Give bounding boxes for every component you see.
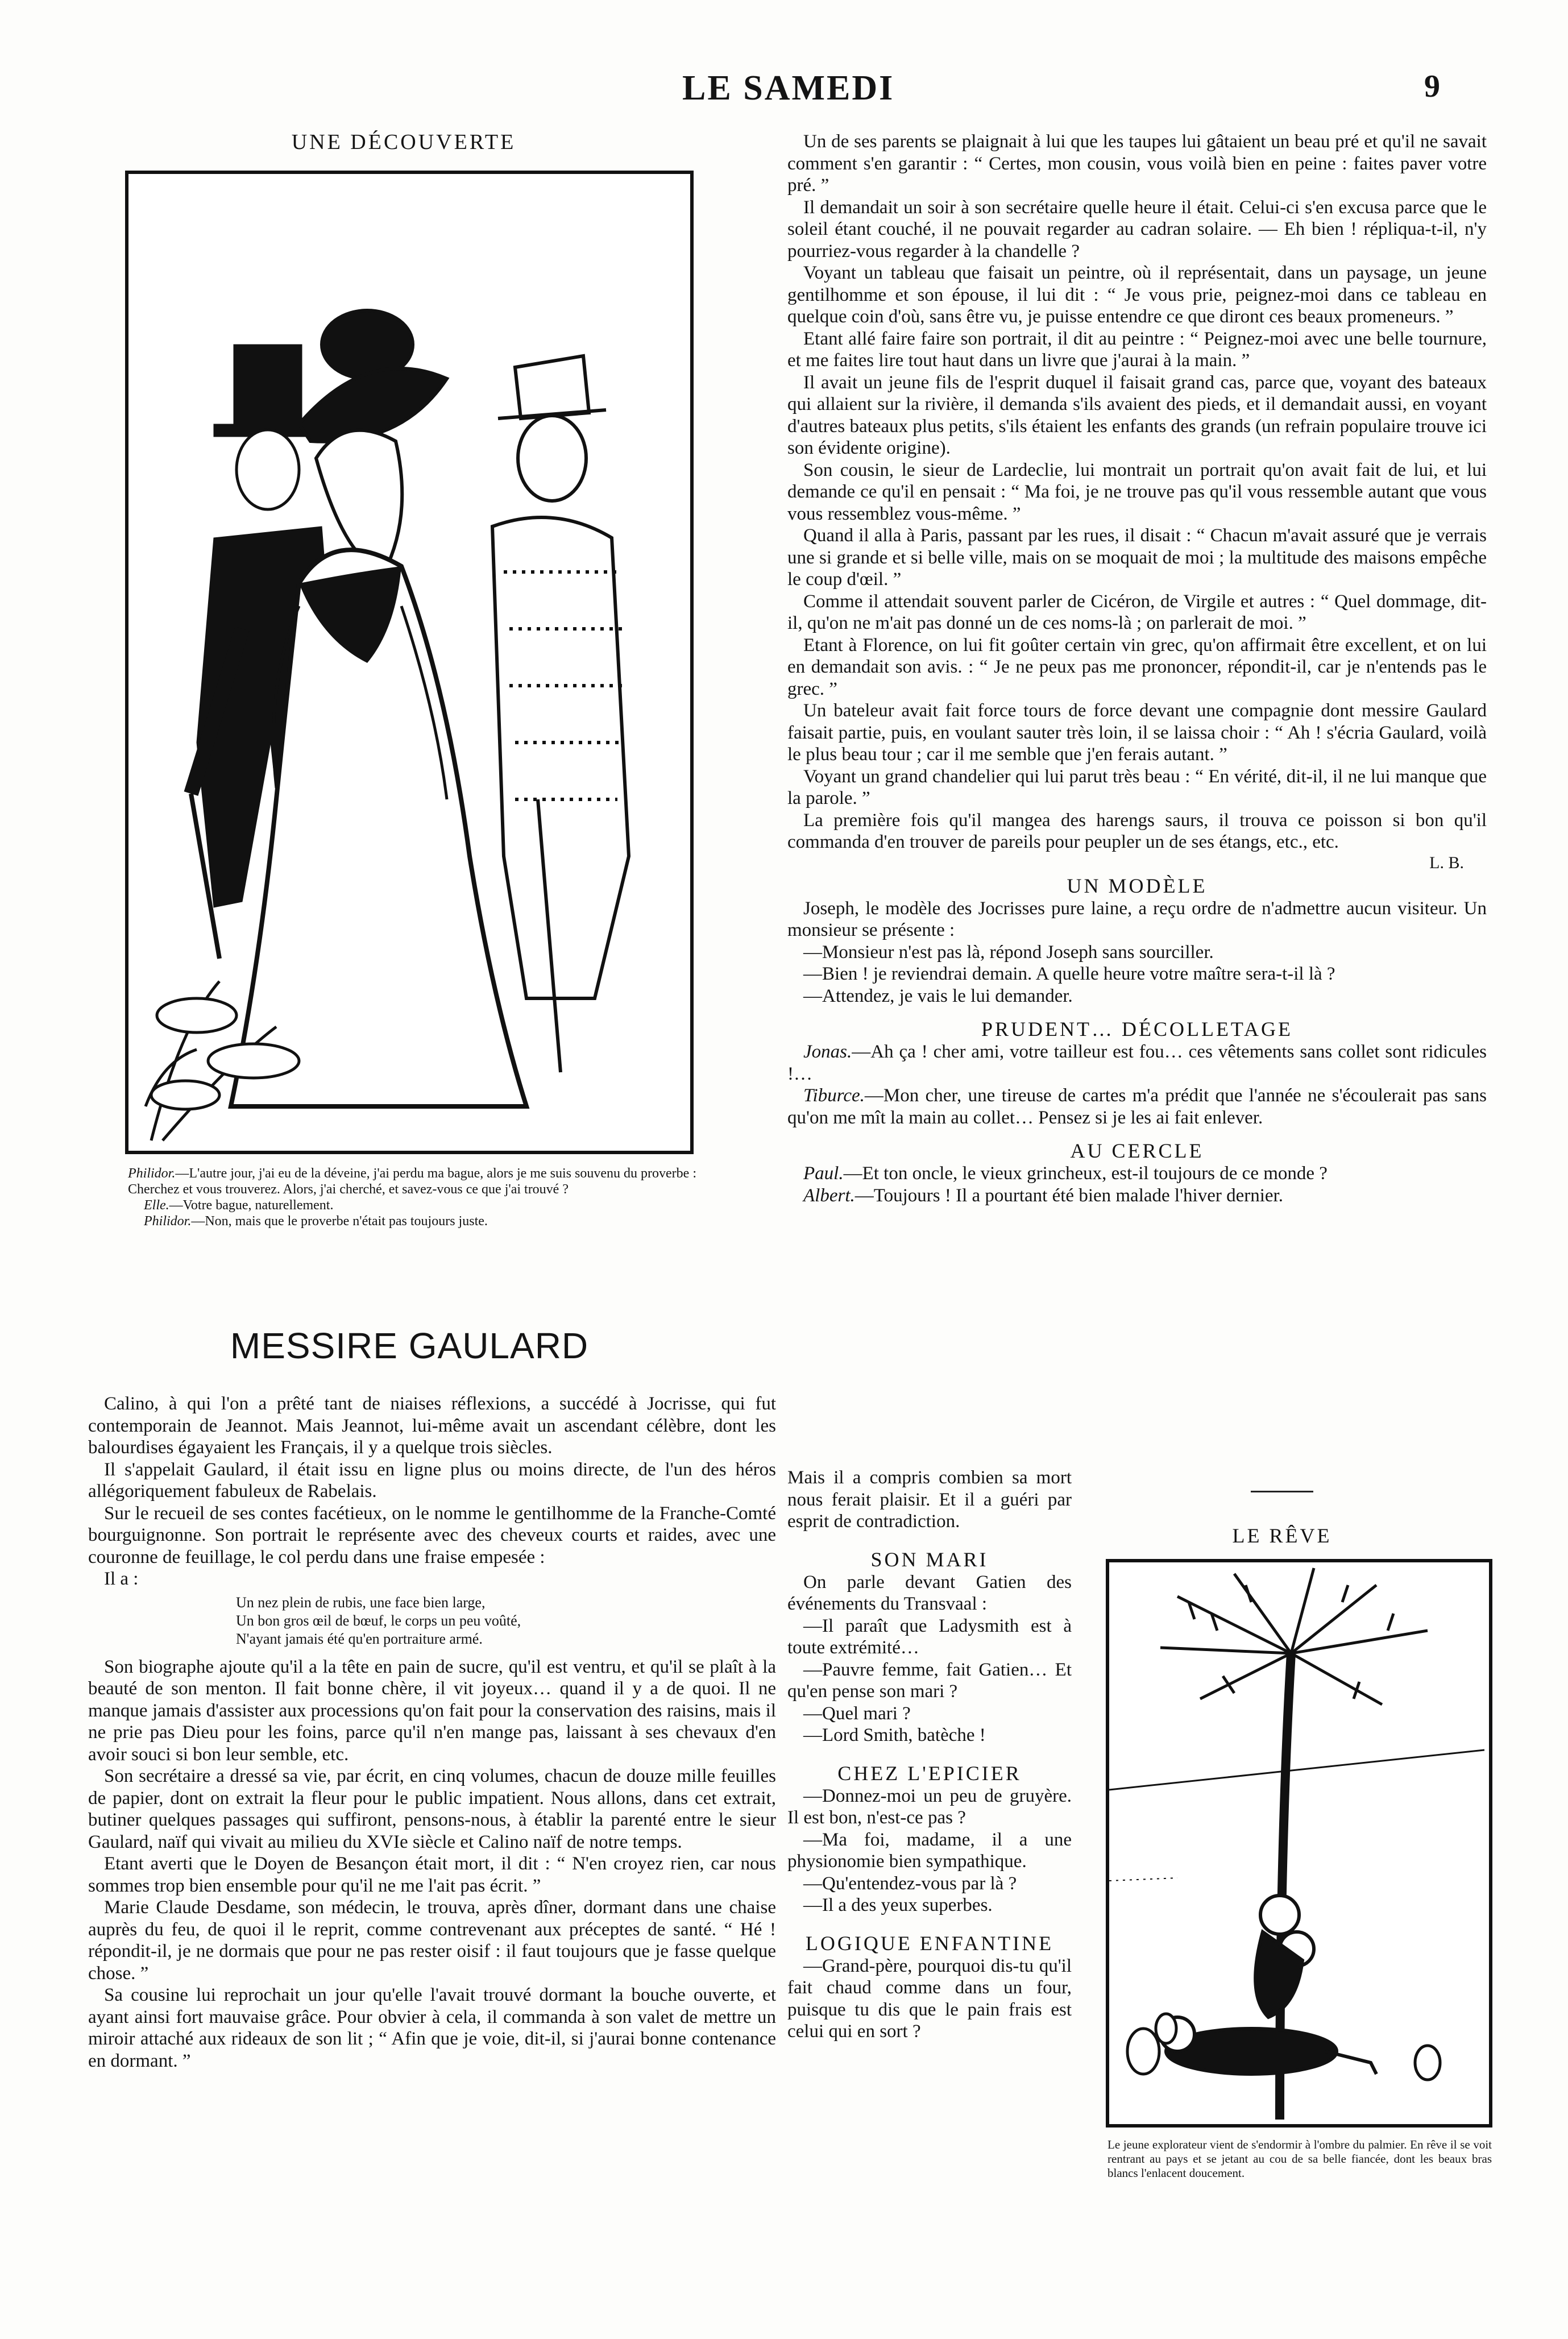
article-paragraph: Il s'appelait Gaulard, il était issu en ligne plus ou moins directe, de l'un des héros allégoriquement fabuleux de Rabelais.: [88, 1459, 776, 1502]
speaker: Jonas.: [803, 1042, 852, 1062]
section-title-son-mari: SON MARI: [870, 1548, 989, 1571]
dreaming-explorer-drawing: [1109, 1562, 1489, 2124]
page-header-title: LE SAMEDI: [682, 69, 895, 107]
cercle-line: [787, 1163, 1487, 1185]
line-text: —Mon cher, une tireuse de cartes m'a prédit que l'année ne s'écoulerait pas sans qu'on me mît la main au collet… Pensez si je les ai fait enlever.: [787, 1085, 1487, 1128]
article-body-right: [787, 131, 1487, 1206]
article-paragraph: Voyant un tableau que faisait un peintre, où il représentait, dans un paysage, un jeune gentilhomme et son épouse, il lui dit : “ Je vous prie, peignez-moi dans ce tableau en quelque coin d'où, sans être vu, je puisse entendre ce que diront ces beaux promeneurs. ”: [787, 263, 1487, 327]
le-reve-caption: Le jeune explorateur vient de s'endormir à l'ombre du palmier. En rêve il se voit rentrant au pays et se jetant au cou de sa belle fiancée, dont les beaux bras blancs l'enlacent doucement.: [1107, 2138, 1492, 2180]
speaker: Tiburce.: [803, 1085, 865, 1106]
article-paragraph: Comme il attendait souvent parler de Cicéron, de Virgile et autres : “ Quel dommage, dit-il, qu'on ne m'ait pas donné un de ces noms-là ; on parlerait de moi. ”: [787, 591, 1487, 633]
modele-line: —Bien ! je reviendrai demain. A quelle heure votre maître sera-t-il là ?: [803, 964, 1335, 984]
cercle-line: [787, 1185, 1487, 1207]
section-title-chez-epicier: CHEZ L'EPICIER: [837, 1761, 1022, 1785]
narrow-column: [787, 1467, 1072, 2043]
article-paragraph: Il avait un jeune fils de l'esprit duquel il faisait grand cas, parce que, voyant des bateaux qui allaient sur la rivière, il demanda s'ils avaient des pieds, et il demandait aussi, en voyant d'autres bateaux plus petits, s'ils étaient les enfants des grands (un refrain populaire trouve ici son évidente origine).: [787, 372, 1487, 458]
separator-rule: [1251, 1491, 1313, 1492]
article-paragraph: Un de ses parents se plaignait à lui que les taupes lui gâtaient un beau pré et qu'il ne savait comment s'en garantir : “ Certes, mon cousin, vous voilà bien en peine : faites paver votre pré. ”: [787, 131, 1487, 196]
illustration-title-le-reve: LE RÊVE: [1232, 1524, 1332, 1547]
article-paragraph: Etant à Florence, on lui fit goûter certain vin grec, qu'on affirmait être excellent, et on lui en demandait son avis. : “ Je ne peux pas me prononcer, répondit-il, car je n'entends pas le grec. ”: [787, 634, 1487, 699]
epicier-line: —Qu'entendez-vous par là ?: [803, 1873, 1017, 1894]
verse-line: N'ayant jamais été qu'en portraiture armé.: [236, 1630, 483, 1647]
mari-line: —Pauvre femme, fait Gatien… Et qu'en pense son mari ?: [787, 1659, 1072, 1702]
article-paragraph: La première fois qu'il mangea des harengs saurs, il trouva ce poisson si bon qu'il commanda d'en trouver de pareils pour peupler un de ses étangs, etc., etc.: [787, 810, 1487, 852]
modele-line: Joseph, le modèle des Jocrisses pure laine, a reçu ordre de n'admettre aucun visiteur. Un monsieur se présente :: [787, 898, 1487, 940]
epicier-line: —Donnez-moi un peu de gruyère. Il est bon, n'est-ce pas ?: [787, 1785, 1072, 1828]
verse-block: [88, 1590, 776, 1656]
page-number: 9: [1424, 69, 1442, 104]
article-paragraph: Etant allé faire faire son portrait, il dit au peintre : “ Peignez-moi avec une belle tournure, et me faites lire tout haut dans un livre que j'aurai à la main. ”: [787, 328, 1487, 371]
article-paragraph: Un bateleur avait fait force tours de force devant une compagnie dont messire Gaulard faisait partie, puis, en voulant sauter très loin, il se laissa choir : “ Ah ! s'écria Gaulard, voilà le plus beau tour ; car il me semble que j'en ferais autant. ”: [787, 700, 1487, 765]
fashionable-people-drawing: [128, 174, 690, 1151]
cercle-rest: Mais il a compris combien sa mort nous ferait plaisir. Et il a guéri par esprit de contradiction.: [787, 1467, 1072, 1532]
illustration-le-reve: [1106, 1559, 1492, 2128]
prudent-line: [787, 1085, 1487, 1129]
logique-line: —Grand-père, pourquoi dis-tu qu'il fait chaud comme dans un four, puisque tu dis que le pain frais est celui qui en sort ?: [787, 1955, 1072, 2042]
article-paragraph: Son biographe ajoute qu'il a la tête en pain de sucre, qu'il est ventru, et qu'il se plaît à la beauté de son menton. Il fait bonne chère, il vit joyeux… quand il y a de quoi. Il ne manque jamais d'assister aux processions qu'on fait pour la conservation des raisins, mais il ne prie pas Dieu pour les foins, parce qu'il n'en mange pas, laissant à ses chevaux d'en avoir souci si bon leur semble, etc.: [88, 1656, 776, 1765]
illustration-title: UNE DÉCOUVERTE: [291, 130, 516, 154]
verse-line: Un bon gros œil de bœuf, le corps un peu voûté,: [236, 1612, 521, 1629]
section-title-prudent: PRUDENT… DÉCOLLETAGE: [981, 1018, 1293, 1040]
caption-line-2: [128, 1197, 696, 1213]
article-paragraph: Sa cousine lui reprochait un jour qu'elle l'avait trouvé dormant la bouche ouverte, et ayant ainsi fort mauvaise grâce. Pour obvier à cela, il commanda à son valet de mettre un miroir attaché aux rideaux de son lit ; “ Afin que je voie, dit-il, si j'aurai bonne contenance en dormant. ”: [88, 1985, 776, 2071]
caption-line-3: [128, 1213, 696, 1229]
caption-speaker: Elle.: [144, 1198, 169, 1213]
caption-speaker: Philidor.: [144, 1214, 192, 1229]
speaker: Paul.: [803, 1163, 844, 1184]
speaker: Albert.: [803, 1185, 855, 1206]
mari-line: —Il paraît que Ladysmith est à toute extrémité…: [787, 1615, 1072, 1658]
section-title-au-cercle: AU CERCLE: [1070, 1139, 1204, 1162]
mari-line: —Lord Smith, batèche !: [803, 1725, 986, 1745]
article-body-left: [88, 1393, 776, 2072]
line-text: —Toujours ! Il a pourtant été bien malade l'hiver dernier.: [854, 1185, 1283, 1206]
epicier-line: —Il a des yeux superbes.: [803, 1895, 993, 1915]
article-paragraph: Calino, à qui l'on a prêté tant de niaises réflexions, a succédé à Jocrisse, qui fut contemporain de Jeannot. Mais Jeannot, lui-même avait un ascendant célèbre, dont les balourdises égayaient les Français, il y a quelque trois siècles.: [88, 1394, 776, 1458]
article-paragraph: Voyant un grand chandelier qui lui parut très beau : “ En vérité, dit-il, il ne lui manque que la parole. ”: [787, 766, 1487, 808]
article-title: MESSIRE GAULARD: [230, 1325, 589, 1366]
article-paragraph: Son secrétaire a dressé sa vie, par écrit, en cinq volumes, chacun de douze mille feuilles de papier, dont on extrait la fleur pour le public impatient. Nous allons, dans cet extrait, butiner quelques passages qui suffiront, pensons-nous, à établir la parenté entre le sieur Gaulard, naïf qui vivait au milieu du XVIe siècle et Calino naïf de notre temps.: [88, 1766, 776, 1852]
illustration-caption: [128, 1166, 696, 1229]
caption-text: —L'autre jour, j'ai eu de la déveine, j'ai perdu ma bague, alors je me suis souvenu du proverbe : Cherchez et vous trouverez. Alors, j'ai cherché, et savez-vous ce que j'ai trouvé ?: [128, 1166, 696, 1197]
verse-line: Un nez plein de rubis, une face bien large,: [236, 1594, 486, 1611]
section-title-un-modele: UN MODÈLE: [1067, 874, 1208, 897]
line-text: —Ah ça ! cher ami, votre tailleur est fou… ces vêtements sans collet sont ridicules !…: [787, 1042, 1487, 1084]
epicier-line: —Ma foi, madame, il a une physionomie bien sympathique.: [787, 1829, 1072, 1872]
article-paragraph: Marie Claude Desdame, son médecin, le trouva, après dîner, dormant dans une chaise auprès du feu, de quoi il le reprit, comme contrevenant aux préceptes de santé. “ Hé ! répondit-il, je ne dormais que pour ne pas rester oisif : il faut toujours que je fasse quelque chose. ”: [88, 1897, 776, 1984]
line-text: —Et ton oncle, le vieux grincheux, est-il toujours de ce monde ?: [843, 1163, 1328, 1184]
illustration-une-decouverte: [125, 171, 694, 1154]
signature: L. B.: [1429, 853, 1464, 872]
mari-line: —Quel mari ?: [803, 1703, 911, 1724]
caption-speaker: Philidor.: [128, 1166, 176, 1181]
article-paragraph: Il a :: [104, 1569, 139, 1589]
modele-line: —Monsieur n'est pas là, répond Joseph sans sourciller.: [803, 942, 1214, 963]
caption-line-1: [128, 1166, 696, 1197]
caption-text: —Votre bague, naturellement.: [169, 1198, 334, 1213]
article-paragraph: Sur le recueil de ses contes facétieux, on le nomme le gentilhomme de la Franche-Comté bourguignonne. Son portrait le représente avec des cheveux courts et raides, avec une couronne de feuillage, le col perdu dans une fraise empesée :: [88, 1503, 776, 1567]
article-paragraph: Son cousin, le sieur de Lardeclie, lui montrait un portrait qu'on avait fait de lui, et lui demande ce qu'il en pensait : “ Ma foi, je ne trouve pas qu'il vous ressemble autant que vous vous ressemblez vous-même. ”: [787, 459, 1487, 524]
caption-text: —Non, mais que le proverbe n'était pas toujours juste.: [191, 1214, 488, 1229]
article-paragraph: Quand il alla à Paris, passant par les rues, il disait : “ Chacun m'avait assuré que je verrais une si grande et si belle ville, mais on se moquait de moi ; la multitude des maisons empêche le coup d'œil. ”: [787, 525, 1487, 590]
mari-line: On parle devant Gatien des événements du Transvaal :: [787, 1571, 1072, 1614]
modele-line: —Attendez, je vais le lui demander.: [803, 985, 1073, 1006]
article-paragraph: Etant averti que le Doyen de Besançon était mort, il dit : “ N'en croyez rien, car nous sommes trop bien ensemble pour qu'il ne me l'ait pas écrit. ”: [88, 1853, 776, 1896]
section-title-logique: LOGIQUE ENFANTINE: [805, 1931, 1054, 1955]
prudent-line: [787, 1041, 1487, 1085]
article-paragraph: Il demandait un soir à son secrétaire quelle heure il était. Celui-ci s'en excusa parce que le soleil étant couché, il ne pouvait regarder au cadran solaire. — Eh bien ! répliqua-t-il, n'y pourriez-vous regarder à la chandelle ?: [787, 197, 1487, 262]
